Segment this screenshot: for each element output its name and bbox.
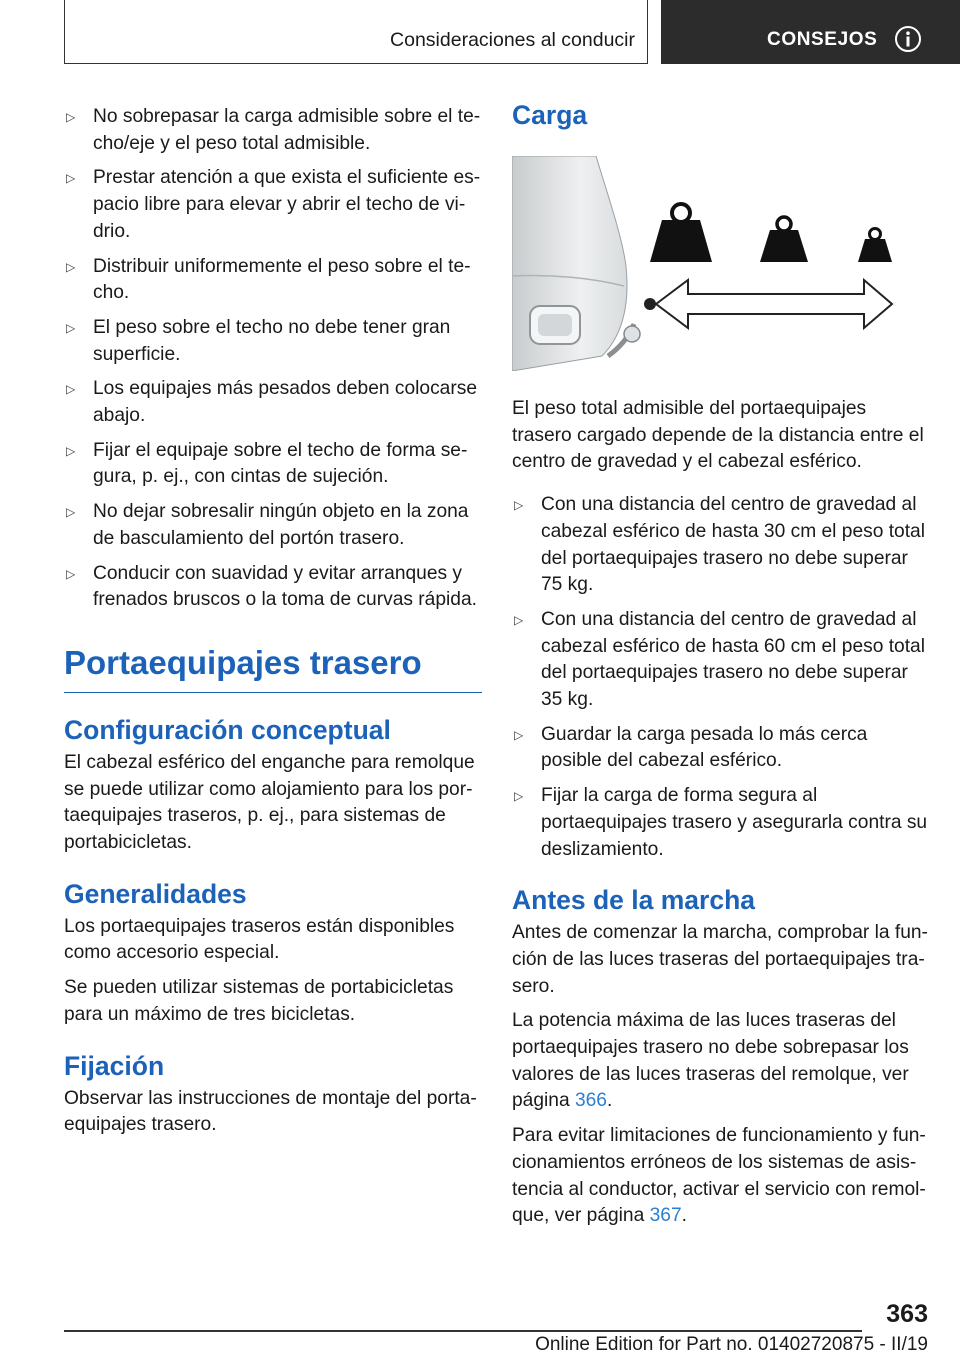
footer-divider [64, 1330, 862, 1332]
triangle-bullet-icon: ▷ [514, 727, 524, 742]
triangle-bullet-icon: ▷ [66, 110, 76, 124]
page-number: 363 [886, 1300, 928, 1328]
list-item [64, 165, 482, 245]
list-item-text: No dejar sobresalir ningún objeto en la zona de basculamiento del portón trasero. [93, 501, 469, 549]
left-column [64, 104, 482, 1147]
list-item-text: Distribuir uniformemente el peso sobre el techo. [93, 255, 471, 304]
fixing-heading: Fijación [64, 1050, 165, 1081]
edition-text: Online Edition for Part no. 01402720875 - II/19 [535, 1334, 928, 1355]
general-text-2: Se pueden utilizar sistemas de portabicicletas para un máximo de tres bicicletas. [64, 977, 454, 1025]
header-section-box [64, 0, 648, 64]
before-driving-text-1: Antes de comenzar la marcha, comprobar la función de las luces traseras del portaequipajes trasero. [512, 922, 928, 997]
triangle-bullet-icon: ▷ [514, 789, 524, 804]
list-item [64, 376, 482, 429]
triangle-bullet-icon: ▷ [66, 566, 76, 581]
header-section-title: Consideraciones al conducir [390, 29, 635, 51]
triangle-bullet-icon: ▷ [66, 259, 76, 274]
page-link-367[interactable]: 367 [649, 1205, 682, 1227]
before-driving-text-3 [512, 1123, 930, 1230]
page-link-366[interactable]: 366 [574, 1090, 607, 1112]
list-item-text: No sobrepasar la carga admisible sobre el techo/eje y el peso total admisible. [93, 106, 481, 154]
triangle-bullet-icon: ▷ [66, 171, 76, 186]
concept-heading: Configuración conceptual [64, 714, 391, 745]
list-item-text: Prestar atención a que exista el suficiente espacio libre para elevar y abrir el techo de vidrio. [93, 167, 481, 242]
triangle-bullet-icon: ▷ [66, 505, 76, 520]
concept-text: El cabezal esférico del enganche para remolque se puede utilizar como alojamiento para los portaequipajes traseros, p. ej., para sistemas de portabicicletas. [64, 751, 475, 854]
list-item [64, 438, 482, 491]
list-item-text: Los equipajes más pesados deben colocarse abajo. [93, 378, 478, 427]
load-heading: Carga [512, 100, 588, 130]
list-item-text: Con una distancia del centro de gravedad al cabezal esférico de hasta 30 cm el peso total del portaequipajes trasero no debe superar 75 kg. [541, 494, 925, 596]
list-item [64, 499, 482, 552]
list-item-text: Con una distancia del centro de gravedad al cabezal esférico de hasta 60 cm el peso total del portaequipajes trasero no debe superar 35 kg. [541, 608, 925, 711]
load-distance-illustration [512, 156, 926, 371]
text-span: . [606, 1090, 613, 1112]
list-item-text: Guardar la carga pesada lo más cerca posible del cabezal esférico. [541, 723, 868, 772]
load-intro-text: El peso total admisible del portaequipajes trasero cargado depende de la distancia entre el centro de gravedad y el cabezal esférico. [512, 398, 924, 473]
triangle-bullet-icon: ▷ [66, 320, 76, 335]
list-item-text: Fijar el equipaje sobre el techo de forma segura, p. ej., con cintas de sujeción. [93, 439, 468, 488]
list-item [512, 722, 930, 775]
list-item [64, 104, 482, 157]
header-badge: CONSEJOS [767, 29, 878, 50]
right-column [512, 100, 930, 1238]
before-driving-text-2 [512, 1008, 930, 1115]
triangle-bullet-icon: ▷ [514, 612, 524, 627]
list-item-text: Conducir con suavidad y evitar arranques y frenados bruscos o la toma de curvas rápida. [93, 562, 477, 611]
header-badge-box [661, 0, 960, 64]
list-item [64, 561, 482, 614]
text-span: . [681, 1205, 687, 1227]
load-list [512, 492, 930, 863]
general-heading: Generalidades [64, 878, 247, 909]
list-item-text: Fijar la carga de forma segura al portaequipajes trasero y asegurarla contra su deslizamiento. [541, 785, 928, 860]
triangle-bullet-icon: ▷ [66, 443, 76, 458]
list-item [64, 315, 482, 368]
list-item [64, 254, 482, 307]
fixing-text: Observar las instrucciones de montaje del portaequipajes trasero. [64, 1087, 477, 1136]
list-item [512, 783, 930, 863]
triangle-bullet-icon: ▷ [66, 382, 76, 397]
list-item [512, 607, 930, 714]
general-text-1: Los portaequipajes traseros están disponibles como accesorio especial. [64, 915, 455, 964]
text-span: La potencia máxima de las luces traseras del portaequipajes trasero no debe sobrepasar los valores de las luces traseras del remolque, ver página [512, 1010, 909, 1112]
list-item [512, 492, 930, 599]
text-span: Para evitar limitaciones de funcionamiento y funcionamientos erróneos de los sistemas de asistencia al conductor, activar el servicio con remolque, ver página [512, 1125, 926, 1227]
before-driving-heading: Antes de la marcha [512, 885, 756, 916]
roof-load-list [64, 104, 482, 614]
section-title: Portaequipajes trasero [64, 644, 482, 693]
info-circle-icon[interactable] [894, 25, 922, 53]
list-item-text: El peso sobre el techo no debe tener gran superficie. [93, 316, 451, 365]
triangle-bullet-icon: ▷ [514, 498, 524, 513]
